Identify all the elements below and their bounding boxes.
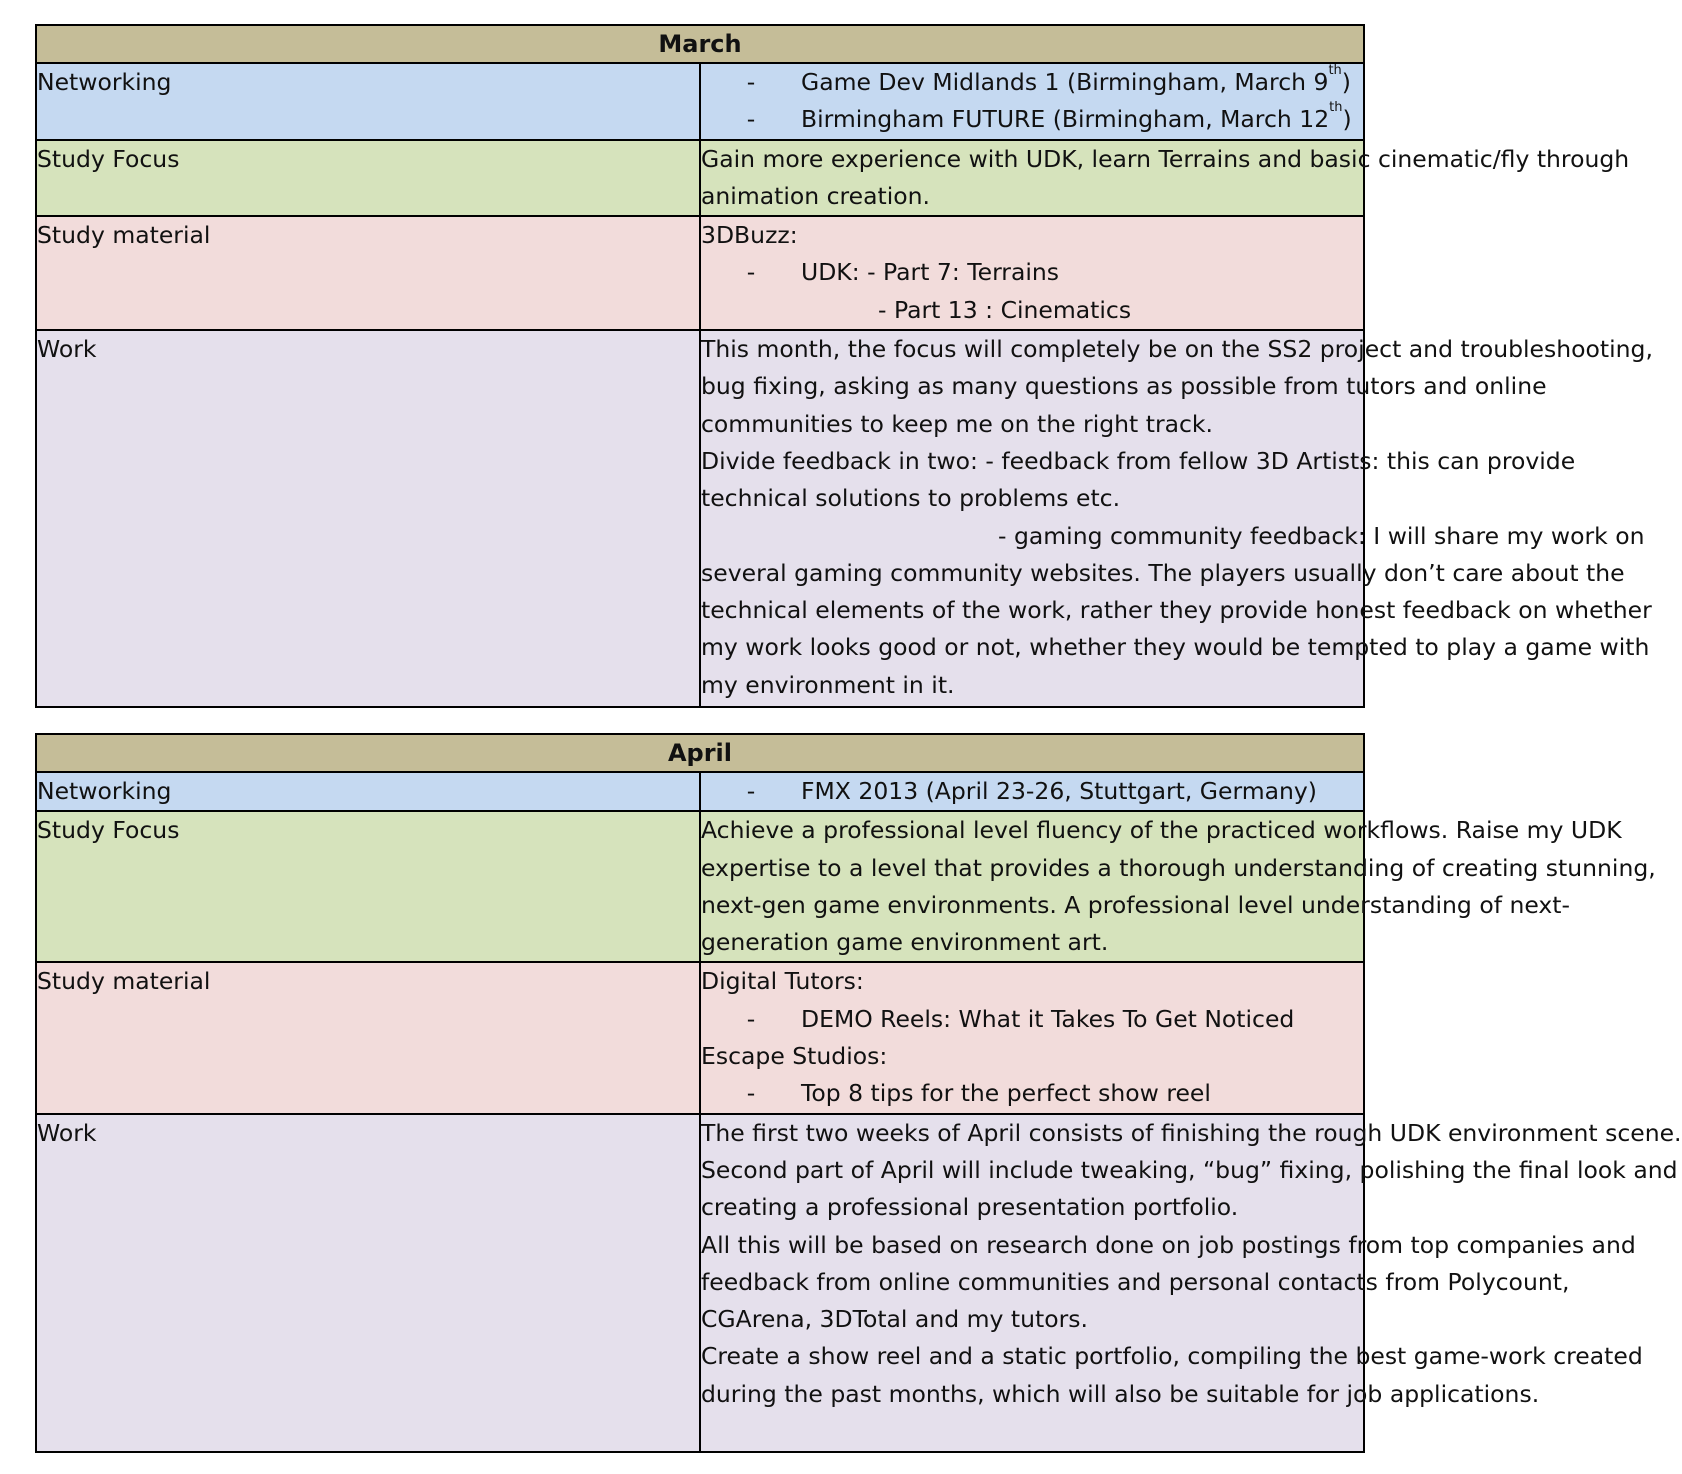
row-label: Study material [36,962,700,1113]
april-table [35,733,1682,1453]
april-networking-row [36,772,1364,811]
work-content: This month, the focus will completely be on the SS2 project and troubleshooting, bug fixing, asking as many questions as possible from tutors and online communities to keep me on the right track. Divide feedback in two: - feedback from fellow 3D Artists: this can provide technical solutions to problems etc. - gaming community feedback: I will share my work on several gaming community websites. The players usually don’t care about the technical elements of the work, rather they provide honest feedback on whether my work looks good or not, whether they would be tempted to play a game with my environment in it. [700,330,1364,707]
april-header: April [36,734,1364,772]
march-work-row [36,330,1364,707]
list-item: - UDK: - Part 7: Terrains [746,258,1060,287]
study-focus-content: Achieve a professional level fluency of the practiced workflows. Raise my UDK expertise to a level that provides a thorough understanding of creating stunning, next-gen game environments. A professional level understanding of next- generation game environment art. [700,811,1364,962]
list-item: - DEMO Reels: What it Takes To Get Noticed [746,1004,1295,1033]
april-work-row [36,1114,1364,1452]
work-content: The first two weeks of April consists of finishing the rough UDK environment scene. Second part of April will include tweaking, “bug” fixing, polishing the final look and creating a professional presentation portfolio. All this will be based on research done on job postings from top companies and feedback from online communities and personal contacts from Polycount, CGArena, 3DTotal and my tutors. Create a show reel and a static portfolio, compiling the best game-work created during the past months, which will also be suitable for job applications. [700,1114,1364,1452]
list-item: - Game Dev Midlands 1 (Birmingham, March 9th) [746,63,1351,96]
list-item: - Top 8 tips for the perfect show reel [746,1079,1211,1108]
april-study-focus-row [36,811,1364,962]
study-material-content: 3DBuzz: - UDK: - Part 7: Terrains - Part 13 : Cinematics [700,216,1364,330]
march-table [35,24,1653,708]
march-study-material-row [36,216,1364,330]
row-label: Study Focus [36,140,700,217]
networking-content [700,772,1364,811]
row-label: Work [36,330,700,707]
row-label: Study material [36,216,700,330]
march-header: March [36,25,1364,63]
list-item: - FMX 2013 (April 23-26, Stuttgart, Germany) [746,777,1317,805]
row-label: Work [36,1114,700,1452]
april-study-material-row [36,962,1364,1113]
networking-content [700,63,1364,140]
study-focus-content: Gain more experience with UDK, learn Terrains and basic cinematic/fly through animation creation. [700,140,1364,217]
march-study-focus-row [36,140,1364,217]
study-material-content: Digital Tutors: - DEMO Reels: What it Takes To Get Noticed Escape Studios: - Top 8 tips for the perfect show reel [700,962,1364,1113]
march-networking-row [36,63,1364,140]
list-item: - Birmingham FUTURE (Birmingham, March 12th) [746,100,1352,134]
row-label: Networking [36,772,700,811]
row-label: Study Focus [36,811,700,962]
row-label: Networking [36,63,700,140]
